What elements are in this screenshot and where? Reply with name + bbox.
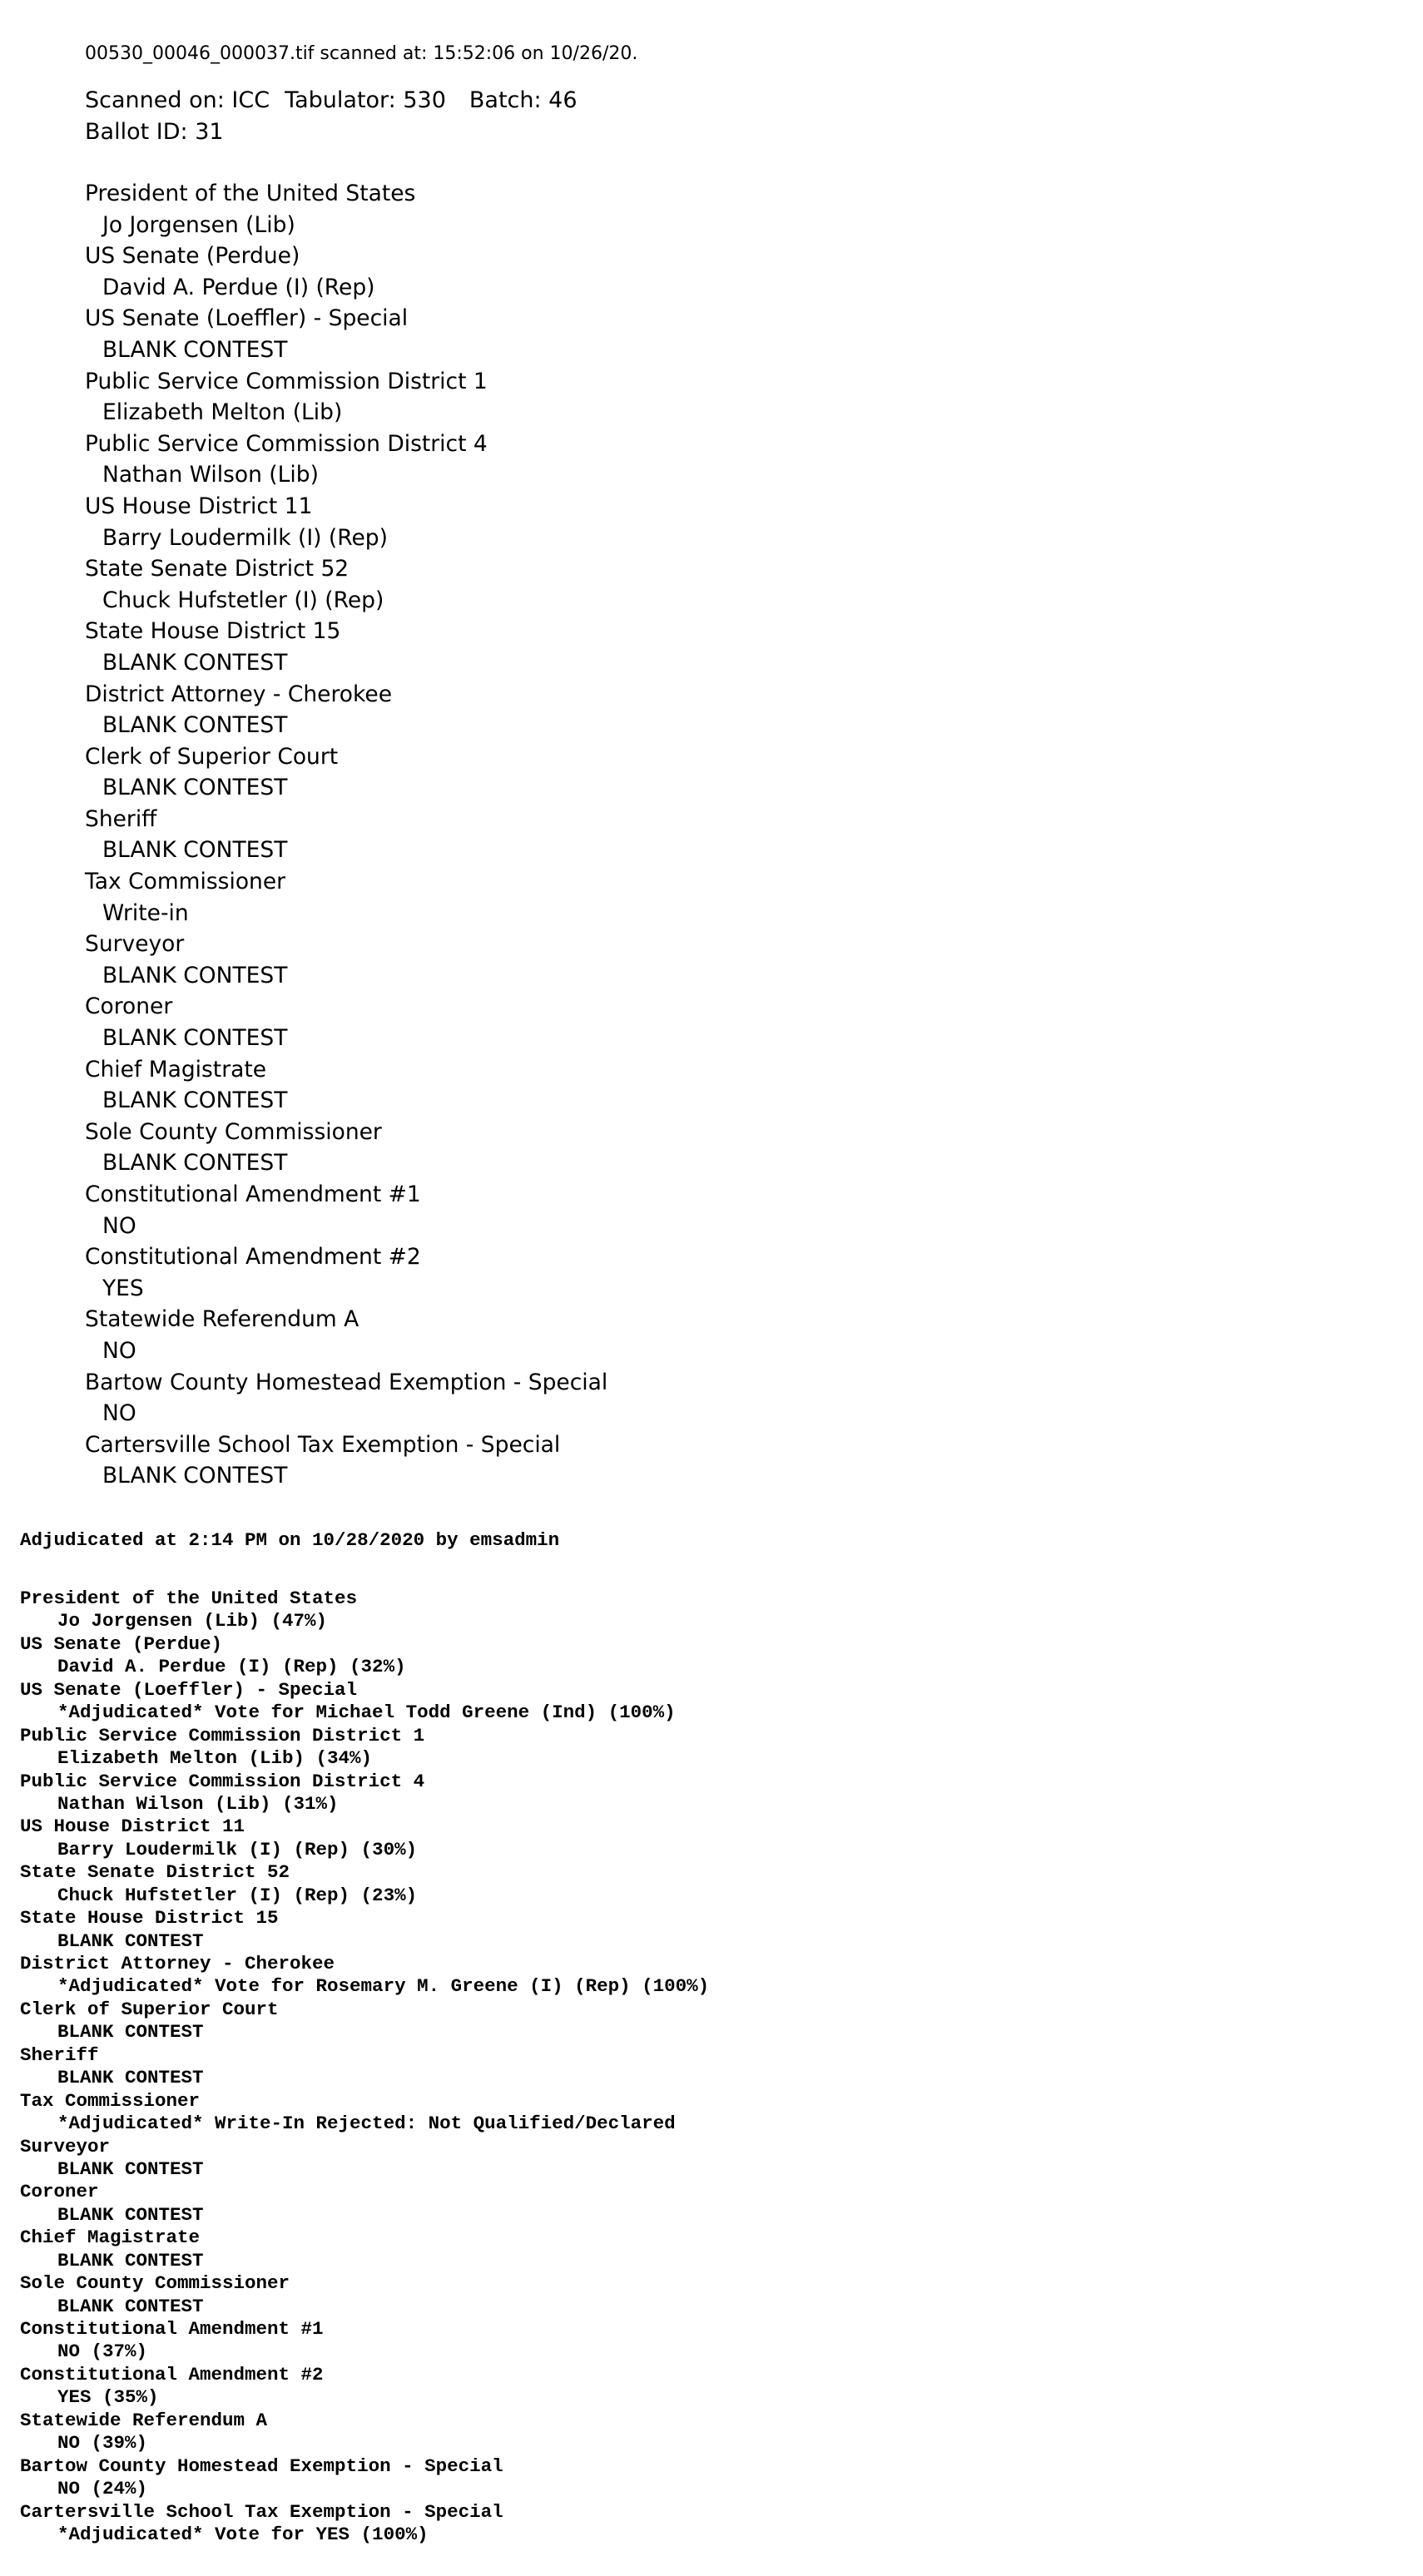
adjudication-contest-name: Public Service Commission District 4	[20, 1770, 425, 1792]
scan-contest-choice: BLANK CONTEST	[102, 336, 288, 363]
adjudication-contest-choice: BLANK CONTEST	[57, 2203, 204, 2226]
adjudication-contest-name: Surveyor	[20, 2135, 111, 2157]
scan-contest-choice: Chuck Hufstetler (I) (Rep)	[102, 587, 384, 613]
scan-contest-choice: Jo Jorgensen (Lib)	[102, 211, 295, 238]
scan-contest-name: Sole County Commissioner	[85, 1118, 382, 1145]
scan-contest-choice: BLANK CONTEST	[102, 1087, 288, 1114]
spacer	[85, 68, 1333, 85]
adjudication-contest-name: Statewide Referendum A	[20, 2409, 268, 2431]
adjudication-contest-choice: NO (39%)	[57, 2432, 148, 2455]
batch-label: Batch: 46	[469, 87, 578, 113]
scan-contest-choice: NO	[102, 1400, 136, 1427]
scan-contest-choice: BLANK CONTEST	[102, 712, 288, 739]
adjudication-contest-choice: NO (37%)	[57, 2341, 148, 2363]
scan-contest-choice: BLANK CONTEST	[102, 1150, 288, 1177]
adjudication-contest-choice: BLANK CONTEST	[57, 2067, 204, 2089]
scan-contest-choice: BLANK CONTEST	[102, 1463, 288, 1489]
adjudication-contest-name: District Attorney - Cherokee	[20, 1953, 335, 1974]
adjudication-contest-choice: BLANK CONTEST	[57, 2157, 204, 2180]
adjudication-contest-name: Coroner	[20, 2181, 99, 2203]
adjudication-contest-choice: *Adjudicated* Vote for Rosemary M. Greene (I) (Rep) (100%)	[57, 1975, 710, 1998]
adjudication-contest-list	[20, 1588, 1393, 2546]
adjudication-contest-name: Bartow County Homestead Exemption - Special	[20, 2455, 503, 2477]
adjudication-contest-choice: Chuck Hufstetler (I) (Rep) (23%)	[57, 1884, 418, 1906]
scan-contest-name: State House District 15	[85, 618, 341, 645]
adjudication-contest-name: Public Service Commission District 1	[20, 1724, 425, 1746]
adjudication-contest-name: State House District 15	[20, 1907, 279, 1930]
scan-contest-choice: BLANK CONTEST	[102, 775, 288, 801]
scan-contest-name: President of the United States	[85, 181, 416, 206]
scan-contest-name: Surveyor	[85, 931, 185, 958]
adjudication-contest-name: State Senate District 52	[20, 1861, 290, 1884]
scan-contest-choice: Elizabeth Melton (Lib)	[102, 399, 343, 426]
scan-contest-name: Constitutional Amendment #1	[85, 1181, 421, 1207]
scan-contest-choice: Barry Loudermilk (I) (Rep)	[102, 524, 388, 551]
scan-contest-name: Cartersville School Tax Exemption - Special	[85, 1431, 561, 1458]
adjudication-contest-name: US Senate (Loeffler) - Special	[20, 1678, 358, 1701]
adjudication-contest-choice: BLANK CONTEST	[57, 2295, 204, 2317]
scan-file-line: 00530_00046_000037.tif scanned at: 15:52:06 on 10/26/20.	[85, 43, 638, 64]
adjudication-header: Adjudicated at 2:14 PM on 10/28/2020 by emsadmin	[20, 1529, 560, 1551]
adjudication-contest-choice: BLANK CONTEST	[57, 2021, 204, 2043]
tabulator-label: Tabulator: 530	[285, 87, 446, 113]
adjudication-contest-choice: *Adjudicated* Vote for Michael Todd Greene (Ind) (100%)	[57, 1702, 676, 1724]
adjudication-contest-name: Constitutional Amendment #1	[20, 2318, 324, 2340]
scan-contest-name: US Senate (Loeffler) - Special	[85, 305, 409, 332]
scan-contest-choice: BLANK CONTEST	[102, 837, 288, 864]
scanned-on-label: Scanned on: ICC	[85, 87, 270, 113]
scan-contest-choice: BLANK CONTEST	[102, 649, 288, 676]
adjudication-contest-choice: BLANK CONTEST	[57, 1930, 204, 1952]
adjudication-contest-choice: Elizabeth Melton (Lib) (34%)	[57, 1747, 373, 1770]
scan-contest-choice: NO	[102, 1212, 136, 1239]
adjudication-contest-choice: *Adjudicated* Vote for YES (100%)	[57, 2523, 429, 2545]
scan-section	[85, 40, 1333, 1492]
adjudication-contest-name: Tax Commissioner	[20, 2089, 201, 2112]
adjudication-contest-choice: NO (24%)	[57, 2478, 148, 2500]
adjudication-contest-choice: Nathan Wilson (Lib) (31%)	[57, 1792, 339, 1815]
adjudication-contest-choice: Jo Jorgensen (Lib) (47%)	[57, 1610, 328, 1632]
adjudication-contest-name: President of the United States	[20, 1588, 358, 1609]
adjudication-contest-name: Clerk of Superior Court	[20, 1998, 279, 2020]
scan-contest-choice: David A. Perdue (I) (Rep)	[102, 274, 375, 300]
scan-contest-choice: Nathan Wilson (Lib)	[102, 462, 319, 488]
ballot-id: Ballot ID: 31	[85, 119, 224, 145]
adjudication-contest-choice: Barry Loudermilk (I) (Rep) (30%)	[57, 1838, 418, 1860]
adjudication-section	[20, 1528, 1393, 2546]
adjudication-contest-choice: YES (35%)	[57, 2386, 159, 2409]
scan-contest-choice: YES	[102, 1275, 144, 1301]
scan-contest-name: Public Service Commission District 1	[85, 368, 488, 394]
adjudication-contest-name: Cartersville School Tax Exemption - Special	[20, 2500, 503, 2523]
scan-contest-name: District Attorney - Cherokee	[85, 681, 393, 707]
scan-contest-list	[85, 178, 1333, 1492]
adjudication-contest-name: Sheriff	[20, 2043, 99, 2066]
scan-contest-name: Bartow County Homestead Exemption - Special	[85, 1369, 608, 1395]
adjudication-contest-name: US Senate (Perdue)	[20, 1632, 223, 1655]
scan-info-line	[85, 85, 1333, 116]
scan-contest-name: Public Service Commission District 4	[85, 430, 488, 457]
scan-contest-name: Sheriff	[85, 805, 157, 832]
adjudication-contest-choice: *Adjudicated* Write-In Rejected: Not Qualified/Declared	[57, 2113, 676, 2135]
scan-contest-name: Constitutional Amendment #2	[85, 1244, 421, 1271]
scan-contest-name: Chief Magistrate	[85, 1056, 267, 1082]
scan-contest-choice: Write-in	[102, 899, 189, 926]
adjudication-contest-name: Sole County Commissioner	[20, 2272, 290, 2295]
adjudication-contest-choice: BLANK CONTEST	[57, 2249, 204, 2271]
scan-contest-choice: BLANK CONTEST	[102, 962, 288, 988]
scan-contest-name: Tax Commissioner	[85, 869, 286, 895]
adjudication-contest-name: US House District 11	[20, 1816, 245, 1838]
scan-contest-name: Coroner	[85, 993, 173, 1020]
scan-contest-name: US Senate (Perdue)	[85, 243, 300, 270]
scan-contest-name: State Senate District 52	[85, 556, 350, 582]
adjudication-contest-choice: David A. Perdue (I) (Rep) (32%)	[57, 1656, 406, 1678]
scan-contest-name: Clerk of Superior Court	[85, 743, 339, 770]
scan-contest-name: Statewide Referendum A	[85, 1306, 359, 1333]
scan-contest-choice: BLANK CONTEST	[102, 1025, 288, 1052]
scan-contest-choice: NO	[102, 1337, 136, 1364]
adjudication-contest-name: Constitutional Amendment #2	[20, 2363, 324, 2385]
scan-contest-name: US House District 11	[85, 493, 313, 519]
adjudication-contest-name: Chief Magistrate	[20, 2227, 201, 2249]
